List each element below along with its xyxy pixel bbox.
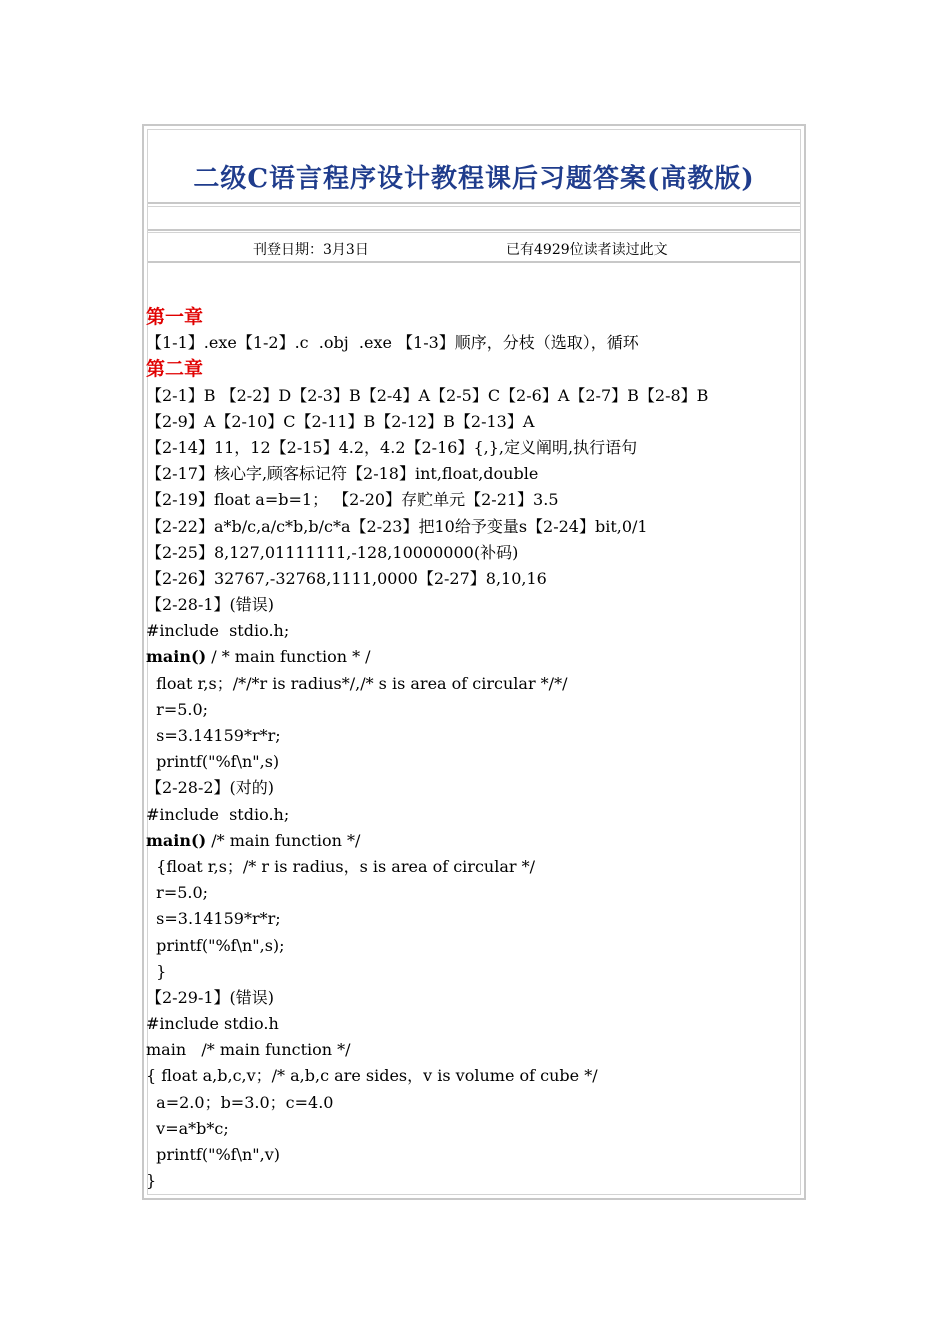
code-line: r=5.0; — [146, 699, 209, 719]
answer-line: 【2-17】核心字,顾客标记符【2-18】int,float,double — [146, 464, 539, 484]
code-line: printf("%f\n",v) — [146, 1145, 280, 1164]
code-line: r=5.0; — [146, 883, 209, 903]
code-line: #include stdio.h — [146, 1014, 279, 1034]
code-line: #include stdio.h; — [146, 621, 290, 641]
answer-line: 【2-19】float a=b=1； 【2-20】存贮单元【2-21】3.5 — [146, 490, 559, 510]
code-line: a=2.0；b=3.0；c=4.0 — [146, 1092, 334, 1112]
code-line: } — [146, 961, 167, 981]
answer-line: 【2-28-2】(对的) — [146, 778, 275, 798]
divider-row — [148, 206, 800, 231]
code-line: s=3.14159*r*r; — [146, 726, 281, 745]
code-line: v=a*b*c; — [146, 1118, 229, 1138]
code-line: s=3.14159*r*r; — [146, 909, 281, 929]
answer-line: 【2-26】32767,-32768,1111,0000【2-27】8,10,16 — [146, 568, 547, 588]
answer-line: 【1-1】.exe【1-2】.c .obj .exe 【1-3】顺序，分枝（选取），循环 — [146, 333, 639, 353]
chapter-heading: 第二章 — [146, 358, 204, 381]
main-keyword: main() — [146, 830, 207, 850]
code-line: main() /* main function */ — [146, 830, 361, 850]
page-title: 二级C语言程序设计教程课后习题答案(高教版) — [193, 164, 755, 194]
code-line: printf("%f\n",s); — [146, 935, 285, 955]
code-line: {float r,s；/* r is radius，s is area of circular */ — [146, 856, 535, 876]
meta-row — [148, 232, 800, 263]
answer-line: 【2-29-1】(错误) — [146, 987, 275, 1007]
answer-line: 【2-22】a*b/c,a/c*b,b/c*a【2-23】把10给予变量s【2-24】bit,0/1 — [146, 516, 648, 536]
code-line: printf("%f\n",s) — [146, 752, 280, 772]
answer-line: 【2-9】A【2-10】C【2-11】B【2-12】B【2-13】A — [146, 411, 535, 431]
article-body — [146, 304, 798, 1194]
chapter-heading: 第一章 — [146, 306, 204, 328]
answer-line: 【2-25】8,127,01111111,-128,10000000(补码) — [146, 542, 519, 562]
answer-line: 【2-1】B 【2-2】D【2-3】B【2-4】A【2-5】C【2-6】A【2-7】B【2-8】B — [146, 385, 709, 405]
answer-line: 【2-28-1】(错误) — [146, 595, 275, 615]
code-line: { float a,b,c,v；/* a,b,c are sides，v is volume of cube */ — [146, 1066, 598, 1086]
code-line: } — [146, 1171, 157, 1191]
main-keyword: main() — [146, 647, 207, 667]
code-line: float r,s；/*/*r is radius*/,/* s is area of circular */*/ — [146, 673, 568, 693]
code-line: main /* main function */ — [146, 1040, 351, 1060]
code-line: #include stdio.h; — [146, 804, 290, 824]
reader-count: 已有4929位读者读过此文 — [506, 242, 668, 258]
article-frame — [142, 124, 806, 1200]
publish-date: 刊登日期：3月3日 — [253, 242, 369, 258]
answer-line: 【2-14】11，12【2-15】4.2，4.2【2-16】{,},定义阐明,执行语句 — [146, 437, 638, 457]
title-row — [148, 130, 800, 204]
code-line: main() / * main function * / — [146, 647, 371, 667]
